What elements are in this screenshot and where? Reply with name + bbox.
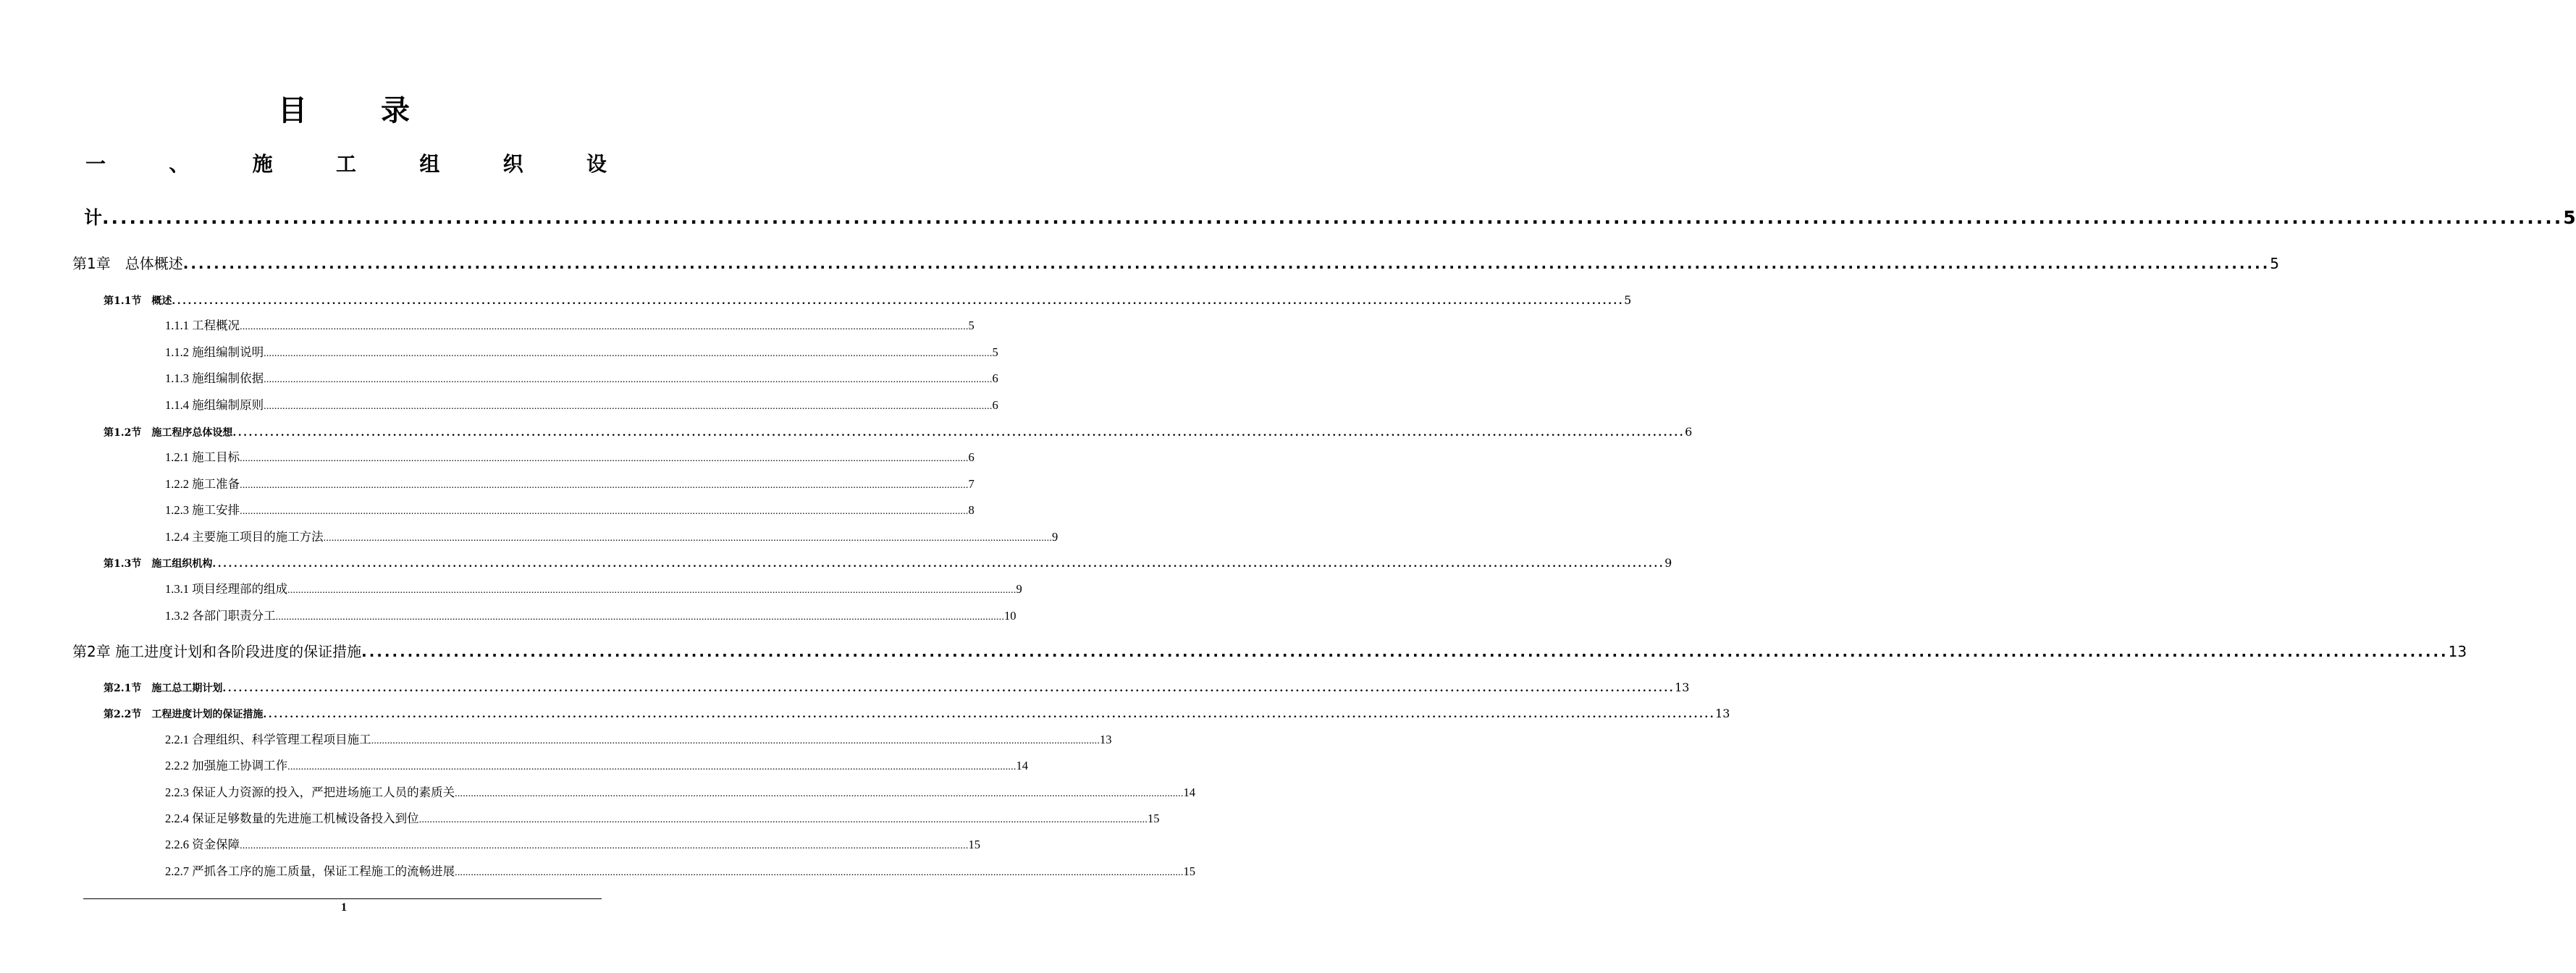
toc-section-entry[interactable] <box>104 555 1672 572</box>
toc-entry-label: 2.2.4 保证足够数量的先进施工机械设备投入到位 <box>165 812 419 825</box>
page-ref: 9 <box>1664 556 1672 570</box>
page-ref: 6 <box>992 371 998 385</box>
toc-subsection-entry[interactable] <box>165 731 1112 750</box>
page-ref: 5 <box>992 345 998 359</box>
dot-leader: ................................................................................................................................................................................................................................................................................ <box>222 683 1675 694</box>
page-ref: 13 <box>1675 681 1690 694</box>
toc-subsection-entry[interactable] <box>165 863 1196 882</box>
toc-entry-label: 1.2.4 主要施工项目的施工方法 <box>165 530 324 544</box>
toc-entry-label: 第2章 施工进度计划和各阶段进度的保证措施 <box>72 643 362 660</box>
footer-rule <box>83 898 602 899</box>
dot-leader: ................................................................................................................................................................................................................................................................................ <box>455 788 1184 799</box>
part-heading-char: 织 <box>502 152 523 176</box>
dot-leader: ................................................................................................................................................................................................................................................................................ <box>212 558 1665 570</box>
toc-section-entry[interactable] <box>104 292 1632 309</box>
toc-subsection-entry[interactable] <box>165 476 975 494</box>
part-heading-char: 一 <box>85 152 106 176</box>
toc-entry-label: 2.2.1 合理组织、科学管理工程项目施工 <box>165 733 371 746</box>
part-heading-char: 工 <box>335 152 356 176</box>
part-heading-char: 施 <box>252 152 273 176</box>
toc-subsection-entry[interactable] <box>165 370 998 389</box>
toc-entry-label: 第2.1节 施工总工期计划 <box>104 683 223 694</box>
part-heading-line2[interactable] <box>84 206 2576 230</box>
toc-subsection-entry[interactable] <box>165 581 1022 599</box>
page-ref: 5 <box>1624 293 1632 307</box>
toc-subsection-entry[interactable] <box>165 317 975 336</box>
page-ref: 6 <box>1685 425 1693 439</box>
page-ref: 5 <box>2563 207 2576 228</box>
dot-leader: ................................................................................................................................................................................................................................................................................ <box>264 348 993 359</box>
page-ref: 5 <box>968 319 975 332</box>
dot-leader: ................................................................................................................................................................................................................................................................................ <box>275 612 1005 623</box>
page-ref: 10 <box>1004 609 1016 623</box>
page-ref: 15 <box>1183 864 1196 878</box>
dot-leader: ................................................................................................................................................................................................................................................................................ <box>455 867 1184 878</box>
toc-entry-label: 1.3.2 各部门职责分工 <box>165 609 276 623</box>
dot-leader: ................................................................................................................................................................................................................................................................................ <box>182 255 2270 272</box>
dot-leader: ................................................................................................................................................................................................................................................................................ <box>240 453 969 464</box>
dot-leader: ................................................................................................................................................................................................................................................................................ <box>418 814 1148 825</box>
toc-subsection-entry[interactable] <box>165 784 1196 803</box>
toc-entry-label: 2.2.2 加强施工协调工作 <box>165 759 288 772</box>
page-ref: 7 <box>968 477 975 491</box>
toc-entry-label: 2.2.6 资金保障 <box>165 838 240 851</box>
toc-section-entry[interactable] <box>104 680 1690 696</box>
page-ref: 5 <box>2270 255 2280 272</box>
toc-section-entry[interactable] <box>104 424 1693 441</box>
page-number: 1 <box>341 901 347 914</box>
toc-entry-label: 1.1.2 施组编制说明 <box>165 345 264 359</box>
toc-subsection-entry[interactable] <box>165 502 975 521</box>
page-ref: 6 <box>992 398 998 412</box>
part-heading-char: 组 <box>419 152 440 176</box>
toc-entry-label: 第2.2节 工程进度计划的保证措施 <box>104 709 264 720</box>
toc-subsection-entry[interactable] <box>165 836 981 855</box>
dot-leader: ................................................................................................................................................................................................................................................................................ <box>264 374 993 385</box>
dot-leader: ................................................................................................................................................................................................................................................................................ <box>232 427 1685 439</box>
toc-subsection-entry[interactable] <box>165 528 1058 547</box>
toc-entry-label: 第1.2节 施工程序总体设想 <box>104 427 233 439</box>
toc-subsection-entry[interactable] <box>165 344 998 363</box>
page-ref: 15 <box>1148 812 1160 825</box>
toc-subsection-entry[interactable] <box>165 810 1160 829</box>
toc-entry-label: 1.2.3 施工安排 <box>165 503 240 517</box>
part-heading-char: 设 <box>586 152 607 176</box>
page-ref: 15 <box>968 838 981 851</box>
toc-entry-label: 第1章 总体概述 <box>72 255 183 272</box>
toc-subsection-entry[interactable] <box>165 607 1016 626</box>
dot-leader: ................................................................................................................................................................................................................................................................................ <box>287 585 1016 596</box>
toc-entry-label: 第1.3节 施工组织机构 <box>104 558 213 570</box>
page-ref: 14 <box>1016 759 1029 772</box>
toc-entry-label: 1.2.2 施工准备 <box>165 477 240 491</box>
part-heading-char: 、 <box>169 152 190 176</box>
toc-section-entry[interactable] <box>104 706 1730 723</box>
dot-leader: ................................................................................................................................................................................................................................................................................ <box>240 841 969 851</box>
toc-chapter-entry[interactable] <box>72 253 2280 274</box>
toc-entry-label: 2.2.7 严抓各工序的施工质量，保证工程施工的流畅进展 <box>165 864 455 878</box>
toc-subsection-entry[interactable] <box>165 397 998 416</box>
dot-leader: ................................................................................................................................................................................................................................................................................ <box>323 533 1053 544</box>
dot-leader: ................................................................................................................................................................................................................................................................................ <box>240 321 969 332</box>
page-ref: 6 <box>968 450 975 464</box>
dot-leader: ................................................................................................................................................................................................................................................................................ <box>102 207 2564 228</box>
dot-leader: ................................................................................................................................................................................................................................................................................ <box>264 401 993 412</box>
page-ref: 8 <box>968 503 975 517</box>
part-heading-label: 计 <box>84 207 103 228</box>
dot-leader: ................................................................................................................................................................................................................................................................................ <box>361 643 2449 660</box>
toc-entry-label: 1.1.4 施组编制原则 <box>165 398 264 412</box>
toc-entry-label: 2.2.3 保证人力资源的投入，严把进场施工人员的素质关 <box>165 785 455 799</box>
page-ref: 13 <box>1100 733 1112 746</box>
toc-entry-label: 1.1.3 施组编制依据 <box>165 371 264 385</box>
page-ref: 9 <box>1052 530 1058 544</box>
dot-leader: ................................................................................................................................................................................................................................................................................ <box>263 709 1716 720</box>
toc-subsection-entry[interactable] <box>165 449 975 468</box>
dot-leader: ................................................................................................................................................................................................................................................................................ <box>240 506 969 517</box>
toc-subsection-entry[interactable] <box>165 757 1029 776</box>
dot-leader: ................................................................................................................................................................................................................................................................................ <box>371 736 1100 746</box>
dot-leader: ................................................................................................................................................................................................................................................................................ <box>172 295 1625 307</box>
page-ref: 13 <box>1715 707 1730 720</box>
part-heading-line1 <box>85 148 607 177</box>
dot-leader: ................................................................................................................................................................................................................................................................................ <box>287 762 1016 772</box>
page-ref: 9 <box>1016 582 1022 596</box>
toc-title: 目 录 <box>278 94 442 127</box>
page-ref: 14 <box>1183 785 1196 799</box>
toc-chapter-entry[interactable] <box>72 641 2467 662</box>
toc-entry-label: 1.2.1 施工目标 <box>165 450 240 464</box>
dot-leader: ................................................................................................................................................................................................................................................................................ <box>240 480 969 491</box>
toc-entry-label: 第1.1节 概述 <box>104 295 172 307</box>
toc-entry-label: 1.3.1 项目经理部的组成 <box>165 582 288 596</box>
page-ref: 13 <box>2448 643 2467 660</box>
toc-entry-label: 1.1.1 工程概况 <box>165 319 240 332</box>
